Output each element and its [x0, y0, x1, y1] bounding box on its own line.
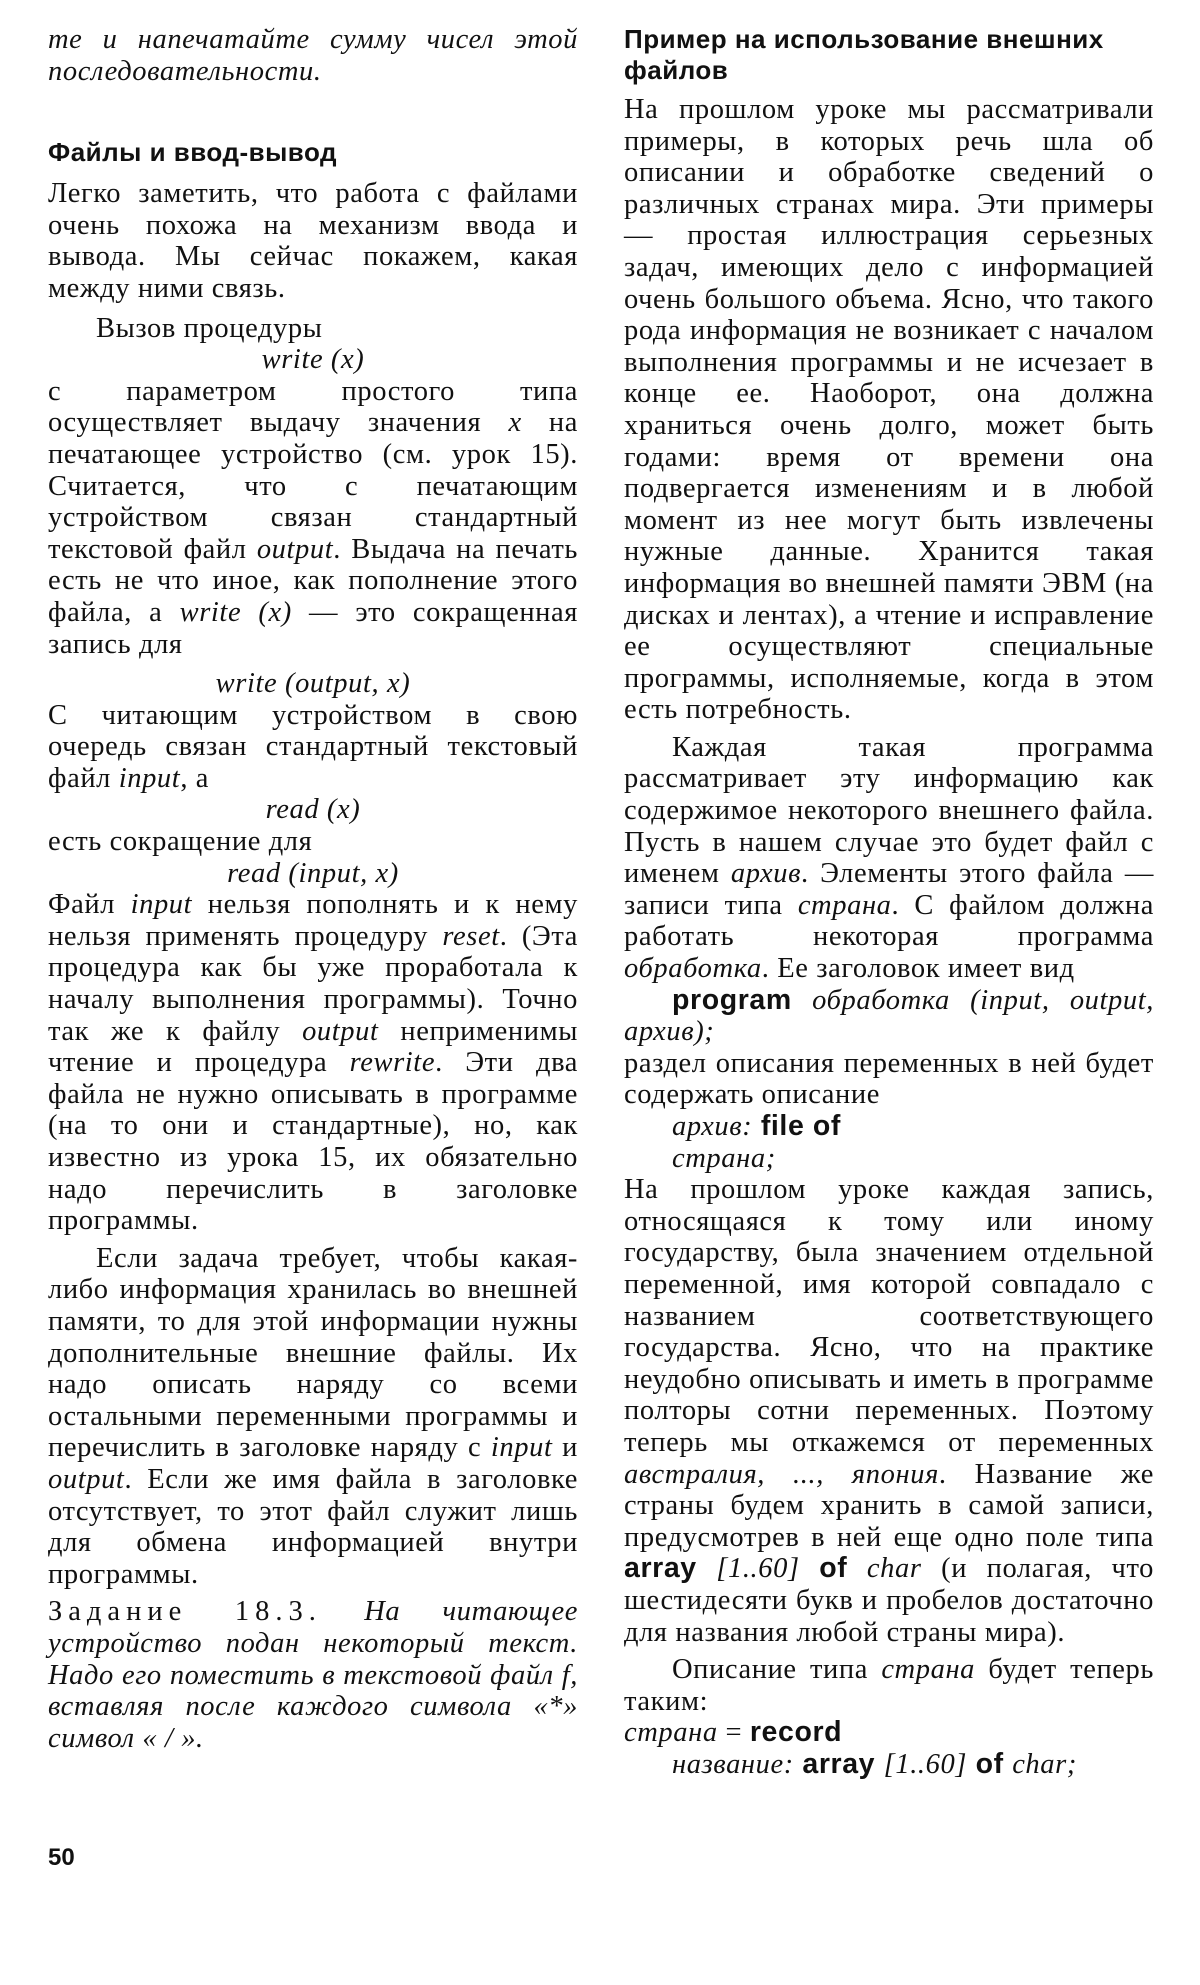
var-x: x	[508, 407, 522, 439]
field-name: название:	[672, 1748, 794, 1780]
array-range: [1..60]	[883, 1748, 968, 1780]
ident-country: страна	[797, 889, 892, 921]
code-program-header	[624, 985, 1154, 1048]
paragraph-countries-info: На прошлом уроке мы рассматривали примеры, в которых речь шла об описании и обработке сведений о различных странах мира. Эти примеры — простая иллюстрация серьезных задач, имеющих дело с информацией очень большого объема. Ясно, что такого рода информация не возникает с началом выполнения программы и не исчезает в конце ее. Наоборот, она должна храниться очень долго, может быть годами: время от времени она подвергается изменениям и в любой момент из нее могут быть извлечены нужные данные. Хранится такая информация во внешней памяти ЭВМ (на дисках и лентах), а чтение и исправление ее осуществляют специальные программы, исполняемые, когда в этом есть потребность.	[624, 94, 1154, 726]
text-run: неприменимы чтение и процедура	[48, 1015, 579, 1079]
text-run: . Эти два файла не нужно описывать в программе (на то они и стандартные), но, как известно из урока 15, их обязательно надо перечислить в заголовке программы.	[48, 1047, 578, 1237]
keyword-file-of: file of	[752, 1110, 842, 1142]
code-read-x: read (x)	[265, 794, 361, 826]
paragraph-input-output-rules	[48, 889, 578, 1237]
code-record-header	[624, 1717, 1154, 1749]
ident-country: страна	[881, 1654, 976, 1686]
ident-archive: архив:	[672, 1111, 753, 1142]
paragraph-external-files	[48, 1243, 578, 1591]
ident-country: страна	[624, 1717, 718, 1749]
text-run: На прошлом уроке каждая запись, относящаяся к тому или иному государству, была значением отдельной переменной, имя которой совпадало с названием соответствующего государства. Ясно, что на практике неудобно описывать и иметь в программе полторы сотни переменных. Поэтому теперь мы откажемся от переменных	[624, 1174, 1154, 1458]
code-record-field-name	[624, 1749, 1154, 1781]
keyword-record: record	[749, 1716, 843, 1749]
code-decl-archive	[624, 1111, 1154, 1143]
task-text: На читающее устройство подан некоторый текст. Надо его поместить в текстовой файл f, вставляя после каждого символа «*» символ « / ».	[48, 1596, 579, 1754]
text-run: , а	[180, 762, 210, 794]
text-run: с параметром простого типа осуществляет выдачу значения	[48, 375, 578, 439]
keyword-of: of	[819, 1552, 848, 1585]
text-run: . (Эта процедура как бы уже проработала к началу выполнения программы). Точно так же к файлу	[48, 920, 579, 1047]
text-run: . Элементы этого файла — записи типа	[624, 858, 1154, 921]
ident-reset: reset	[442, 920, 500, 952]
text-run: Описание типа	[672, 1654, 882, 1686]
text-run: С читающим устройством в свою очередь связан стандартный текстовый файл	[48, 699, 578, 794]
type-char: char;	[1012, 1748, 1077, 1780]
page-number: 50	[48, 1844, 75, 1871]
text-run: . Выдача на печать есть не что иное, как пополнение этого файла, а	[48, 533, 578, 628]
text-run: . Название же страны будем хранить в самой записи, предусмотрев в ней еще одно поле типа	[624, 1458, 1154, 1553]
ident-output: output	[256, 533, 334, 565]
text-run: . С файлом должна работать некоторая программа	[624, 889, 1154, 953]
text-run: . Если же имя файла в заголовке отсутствует, то этот файл служит лишь для обмена информацией внутри программы.	[48, 1463, 578, 1590]
shorthand-label: есть сокращение для	[48, 826, 313, 858]
ident-processing: обработка	[624, 953, 762, 985]
task-18-3	[48, 1596, 578, 1754]
text-run: и	[552, 1432, 579, 1464]
paragraph-archive-file	[624, 732, 1154, 985]
code-read-input: read (input, x)	[227, 857, 399, 889]
ident-archive: архив	[730, 858, 802, 890]
array-range: [1..60]	[696, 1553, 820, 1585]
intro-text: те и напечатайте сумму чисел этой последовательности.	[48, 24, 578, 87]
text-run: Каждая такая программа рассматривает эту информацию как содержимое некоторого внешнего файла. Пусть в нашем случае это будет файл с именем	[624, 731, 1154, 890]
equals-sign: =	[717, 1717, 750, 1749]
program-signature: обработка (input, output, архив);	[624, 984, 1154, 1048]
paragraph-files-io: Легко заметить, что работа с файлами очень похожа на механизм ввода и вывода. Мы сейчас покажем, какая между ними связь.	[48, 178, 578, 304]
left-column	[48, 24, 578, 1754]
text-run: (и полагая, что шестидесяти букв и пробелов достаточно для названия любой страны мира).	[624, 1553, 1154, 1648]
ident-output: output	[302, 1015, 379, 1047]
ident-input: input	[118, 762, 181, 794]
code-write-x: write (x)	[261, 344, 365, 376]
procedure-call-label: Вызов процедуры	[96, 312, 323, 344]
text-run: Если задача требует, чтобы какая-либо информация хранилась во внешней памяти, то для этой информации нужны дополнительные внешние файлы. Их надо описать наряду со всеми остальными переменными программы и перечислить в заголовке наряду с	[48, 1242, 578, 1464]
ident-rewrite: rewrite	[349, 1047, 436, 1079]
text-run: — это сокращенная запись для	[48, 596, 578, 660]
ident-input: input	[130, 889, 193, 921]
ident-input: input	[490, 1432, 553, 1464]
text-run: нельзя пополнять и к нему нельзя применять процедуру	[48, 889, 578, 952]
keyword-program: program	[672, 983, 792, 1016]
task-label: Задание 18.3.	[48, 1596, 322, 1628]
text-run: на печатающее устройство (см. урок 15). Считается, что с печатающим устройством связан стандартный текстовой файл	[48, 407, 579, 565]
keyword-array: array	[793, 1747, 884, 1780]
ident-country-names: австралия, ..., япония	[624, 1458, 939, 1490]
type-char: char	[847, 1553, 922, 1585]
paragraph-type-description	[624, 1654, 1154, 1717]
keyword-of: of	[967, 1747, 1013, 1780]
text-run: . Ее заголовок имеет вид	[761, 953, 1075, 985]
text-run: будет теперь таким:	[624, 1654, 1154, 1717]
ident-output: output	[48, 1463, 125, 1495]
section-heading-external-files: Пример на использование внешних файлов	[624, 24, 1104, 85]
ident-write: write (x)	[179, 596, 292, 628]
text-run: Файл	[48, 889, 131, 921]
paragraph-record-per-state	[624, 1174, 1154, 1648]
section-heading-files-io: Файлы и ввод-вывод	[48, 137, 337, 168]
paragraph-read-device	[48, 700, 578, 795]
right-column	[624, 24, 1154, 1780]
code-decl-country: страна;	[672, 1142, 776, 1174]
code-write-output: write (output, x)	[215, 668, 411, 700]
keyword-array: array	[624, 1552, 697, 1585]
paragraph-write-explanation	[48, 376, 578, 660]
paragraph-var-section: раздел описания переменных в ней будет содержать описание	[624, 1047, 1154, 1111]
